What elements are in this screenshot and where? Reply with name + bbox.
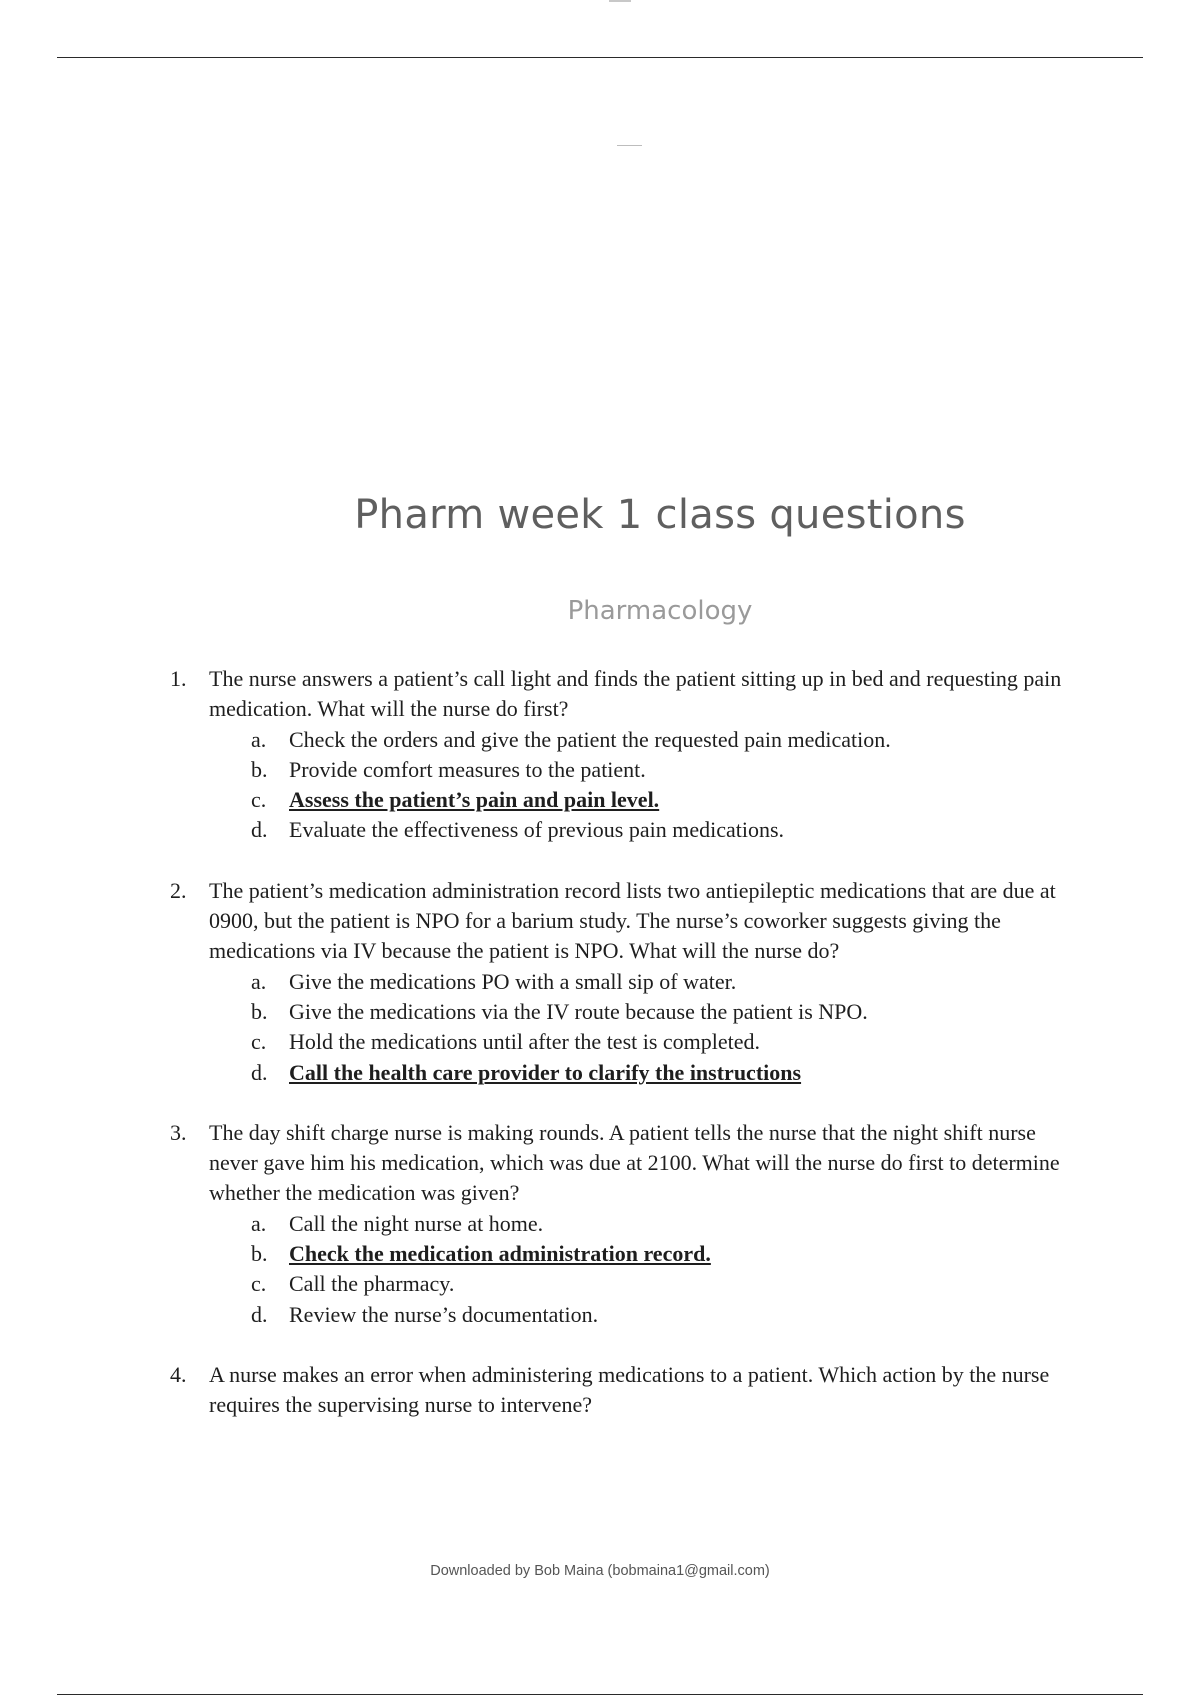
answer-option bbox=[209, 967, 1080, 997]
download-footer: Downloaded by Bob Maina (bobmaina1@gmail.com) bbox=[430, 1563, 770, 1579]
question-text: A nurse makes an error when administering medications to a patient. Which action by the nurse requires the supervising nurse to intervene? bbox=[209, 1361, 1050, 1418]
option-text: Check the orders and give the patient the requested pain medication. bbox=[289, 726, 891, 752]
answer-option bbox=[209, 997, 1080, 1027]
option-letter: a. bbox=[251, 1210, 267, 1236]
question-number: 4. bbox=[170, 1361, 187, 1387]
question-text: The nurse answers a patient’s call light and finds the patient sitting up in bed and requesting pain medication. What will the nurse do first? bbox=[209, 666, 1062, 722]
answer-option bbox=[209, 1027, 1080, 1057]
question-number: 1. bbox=[170, 666, 187, 691]
question-text: The day shift charge nurse is making rounds. A patient tells the nurse that the night shift nurse never gave him his medication, which was due at 2100. What will the nurse do first to determine whether the medication was given? bbox=[209, 1119, 1060, 1206]
question-list bbox=[0, 664, 1200, 1451]
option-letter: c. bbox=[251, 1029, 267, 1055]
answer-options bbox=[209, 725, 1080, 846]
answer-option bbox=[209, 815, 1080, 845]
correct-answer-option bbox=[209, 785, 1080, 815]
answer-option bbox=[209, 1300, 1080, 1330]
option-letter: b. bbox=[251, 998, 268, 1024]
answer-option bbox=[209, 1269, 1080, 1299]
header-dash bbox=[617, 145, 642, 146]
question-1 bbox=[0, 664, 1200, 846]
option-text: Hold the medications until after the test is completed. bbox=[289, 1029, 761, 1055]
answer-option bbox=[209, 1209, 1080, 1239]
bottom-rule bbox=[57, 1694, 1143, 1695]
option-letter: c. bbox=[251, 1271, 267, 1297]
option-text: Review the nurse’s documentation. bbox=[289, 1301, 599, 1327]
question-number: 3. bbox=[170, 1119, 187, 1145]
answer-option bbox=[209, 725, 1080, 755]
option-text: Check the medication administration record. bbox=[289, 1241, 711, 1267]
answer-options bbox=[209, 967, 1080, 1088]
correct-answer-option bbox=[209, 1058, 1080, 1088]
option-text: Assess the patient’s pain and pain level. bbox=[289, 787, 660, 813]
answer-option bbox=[209, 755, 1080, 785]
question-4 bbox=[0, 1360, 1200, 1421]
option-letter: a. bbox=[251, 968, 267, 994]
question-text: The patient’s medication administration record lists two antiepileptic medications that are due at 0900, but the patient is NPO for a barium study. The nurse’s coworker suggests giving the medications via IV because the patient is NPO. What will the nurse do? bbox=[209, 877, 1056, 964]
option-text: Evaluate the effectiveness of previous pain medications. bbox=[289, 817, 785, 843]
option-text: Give the medications via the IV route because the patient is NPO. bbox=[289, 998, 868, 1024]
question-2 bbox=[0, 876, 1200, 1088]
option-letter: c. bbox=[251, 787, 267, 813]
option-letter: b. bbox=[251, 756, 268, 782]
document-subtitle: Pharmacology bbox=[567, 596, 753, 626]
option-text: Call the health care provider to clarify the instructions bbox=[289, 1059, 802, 1085]
document-title: Pharm week 1 class questions bbox=[354, 492, 966, 538]
option-text: Give the medications PO with a small sip of water. bbox=[289, 968, 737, 994]
option-letter: d. bbox=[251, 1301, 268, 1327]
question-number: 2. bbox=[170, 877, 187, 903]
option-text: Call the night nurse at home. bbox=[289, 1210, 544, 1236]
correct-answer-option bbox=[209, 1239, 1080, 1269]
option-text: Call the pharmacy. bbox=[289, 1271, 455, 1297]
question-3 bbox=[0, 1118, 1200, 1330]
option-letter: b. bbox=[251, 1241, 268, 1267]
top-edge-mark bbox=[609, 0, 631, 2]
answer-options bbox=[209, 1209, 1080, 1330]
option-letter: a. bbox=[251, 726, 267, 752]
option-letter: d. bbox=[251, 817, 268, 843]
option-letter: d. bbox=[251, 1059, 268, 1085]
option-text: Provide comfort measures to the patient. bbox=[289, 756, 646, 782]
top-rule bbox=[57, 57, 1143, 58]
